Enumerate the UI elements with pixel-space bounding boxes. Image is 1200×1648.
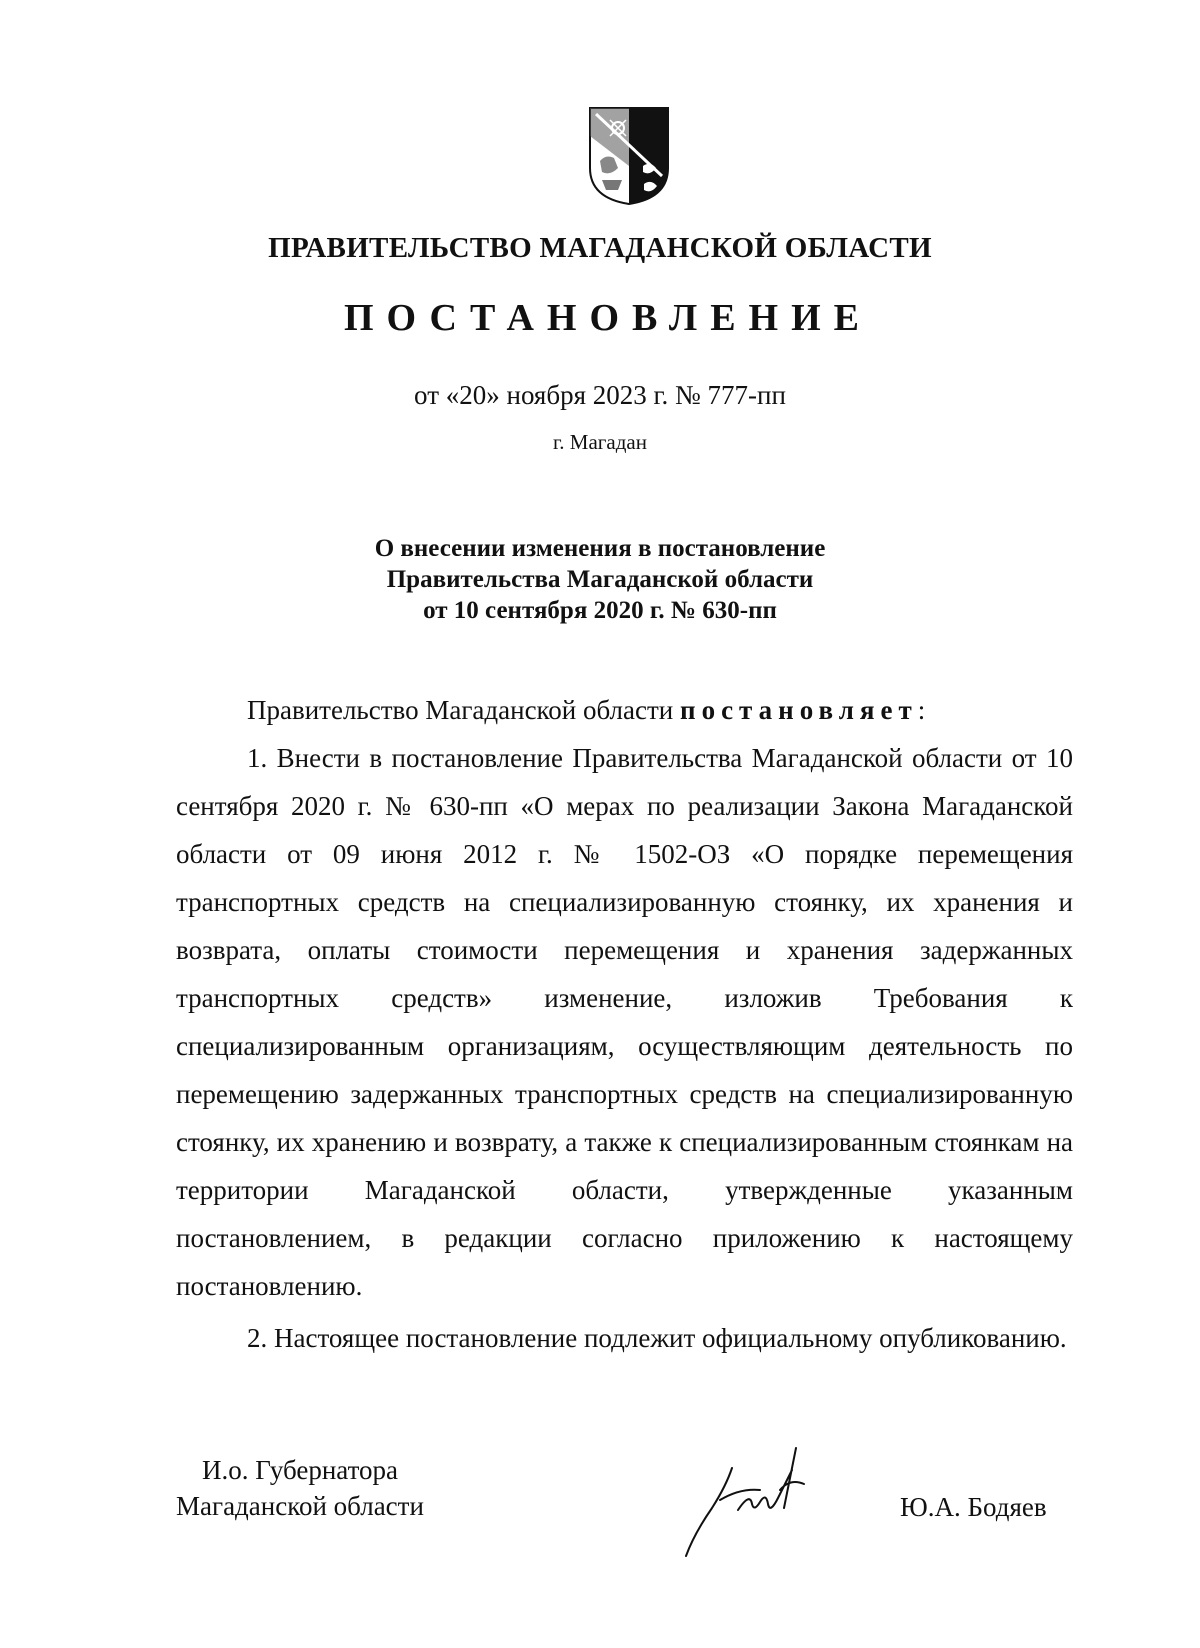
intro-text: Правительство Магаданской области: [247, 695, 674, 725]
subject-line: Правительства Магаданской области: [386, 566, 814, 593]
signatory-name: Ю.А. Бодяев: [900, 1492, 1047, 1522]
intro-colon: :: [917, 695, 926, 725]
document-city: г. Магадан: [553, 430, 647, 454]
document-date-number: от «20» ноября 2023 г. № 777-пп: [414, 380, 786, 410]
document-subject: [0, 533, 1200, 626]
document-type: ПОСТАНОВЛЕНИЕ: [343, 297, 873, 339]
organization-title: ПРАВИТЕЛЬСТВО МАГАДАНСКОЙ ОБЛАСТИ: [268, 232, 932, 264]
position-line: И.о. Губернатора: [202, 1455, 399, 1485]
paragraph-1: 1. Внести в постановление Правительства Магаданской области от 10 сентября 2020 г. № 630-пп «О мерах по реализации Закона Магаданской области от 09 июня 2012 г. № 1502-ОЗ «О порядке перемещения транспортных средств на специализированную стоянку, их хранения и возврата, оплаты стоимости перемещения и хранения задержанных транспортных средств» изменение, изложив Требования к специализированным организациям, осуществляющим деятельность по перемещению задержанных транспортных средств на специализированную стоянку, их хранению и возврату, а также к специализированным стоянкам на территории Магаданской области, утвержденные указанным постановлением, в редакции согласно приложению к настоящему постановлению.: [176, 743, 1073, 1301]
signatory-position: [176, 1452, 424, 1524]
subject-line: от 10 сентября 2020 г. № 630-пп: [423, 597, 777, 624]
position-line: Магаданской области: [176, 1491, 424, 1521]
intro-paragraph: [176, 686, 1073, 734]
document-body: [176, 686, 1073, 1362]
coat-of-arms-icon: [588, 106, 670, 206]
handwritten-signature: [680, 1438, 830, 1563]
paragraph-2: 2. Настоящее постановление подлежит официальному опубликованию.: [247, 1323, 1067, 1353]
intro-verb: постановляет: [680, 695, 918, 725]
subject-line: О внесении изменения в постановление: [374, 535, 826, 562]
